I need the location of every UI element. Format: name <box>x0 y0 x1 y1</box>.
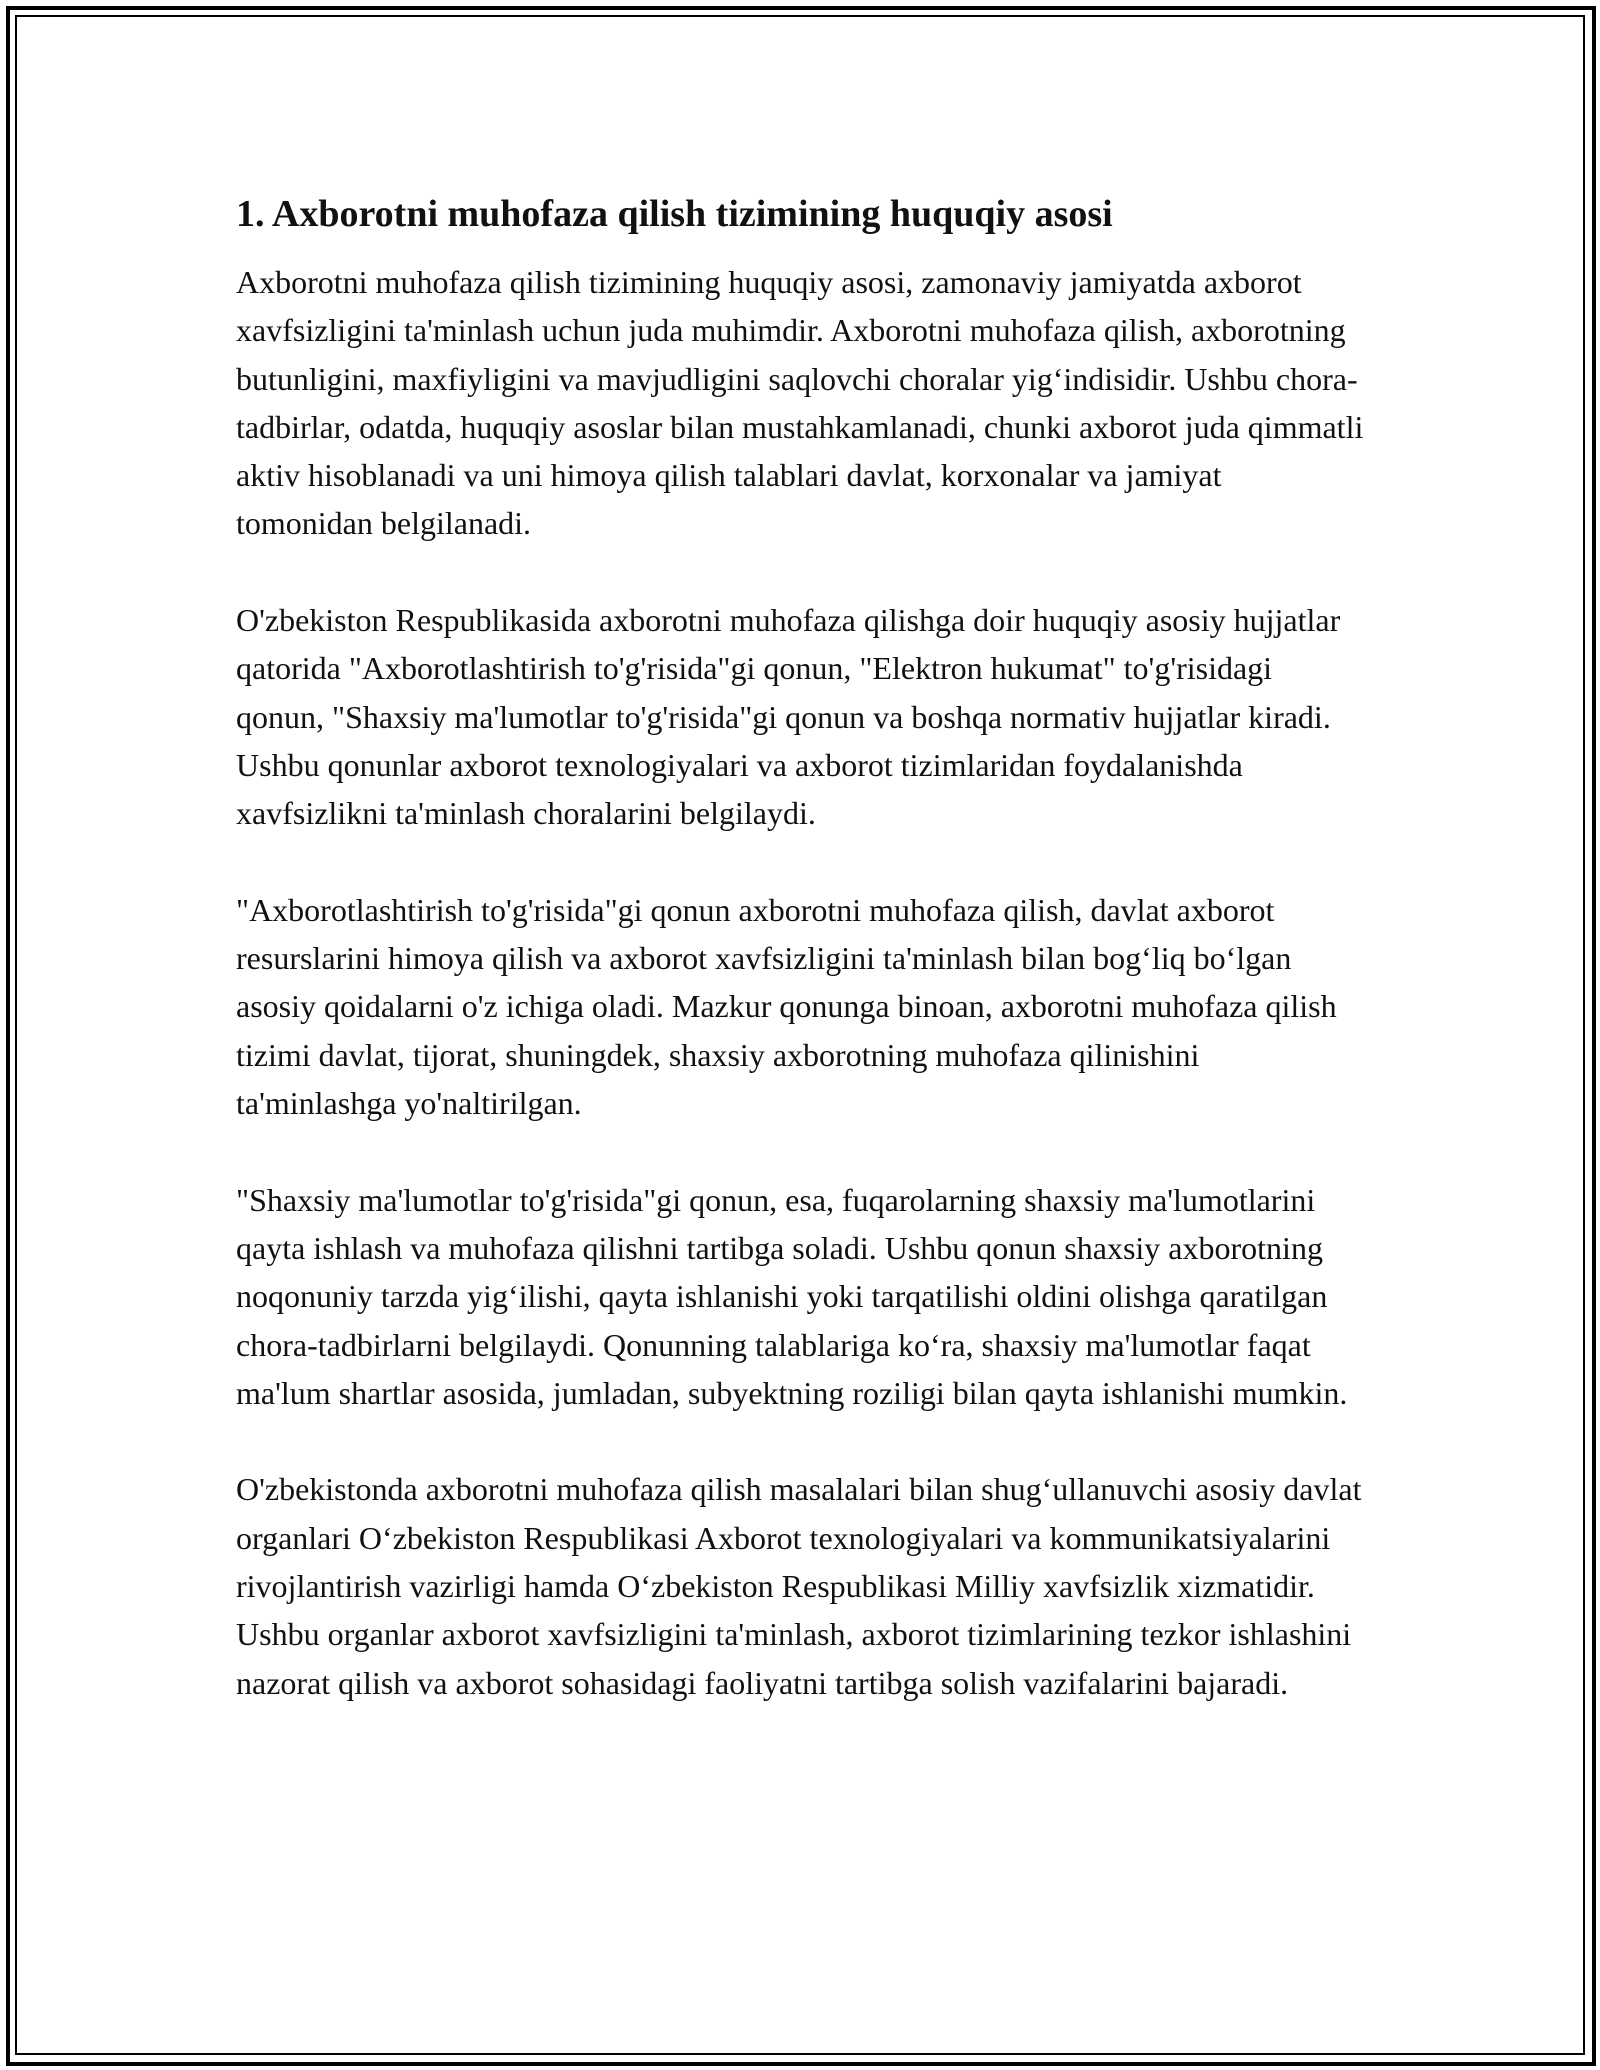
section-heading: 1. Axborotni muhofaza qilish tizimining huquqiy asosi <box>236 193 1113 235</box>
paragraph-5: O'zbekistonda axborotni muhofaza qilish masalalari bilan shug‘ullanuvchi asosiy davlat organlari O‘zbekiston Respublikasi Axborot texnologiyalari va kommunikatsiyalarini rivojlantirish vazirligi hamda O‘zbekiston Respublikasi Milliy xavfsizlik xizmatidir. Ushbu organlar axborot xavfsizligini ta'minlash, axborot tizimlarining tezkor ishlashini nazorat qilish va axborot sohasidagi faoliyatni tartibga solish vazifalarini bajaradi. <box>236 1471 1362 1701</box>
paragraph-4: "Shaxsiy ma'lumotlar to'g'risida"gi qonun, esa, fuqarolarning shaxsiy ma'lumotlarini qayta ishlash va muhofaza qilishni tartibga soladi. Ushbu qonun shaxsiy axborotning noqonuniy tarzda yig‘ilishi, qayta ishlanishi yoki tarqatilishi oldini olishga qaratilgan chora-tadbirlarni belgilaydi. Qonunning talablariga ko‘ra, shaxsiy ma'lumotlar faqat ma'lum shartlar asosida, jumladan, subyektning roziligi bilan qayta ishlanishi mumkin. <box>236 1181 1348 1411</box>
paragraph-3: "Axborotlashtirish to'g'risida"gi qonun axborotni muhofaza qilish, davlat axborot resurslarini himoya qilish va axborot xavfsizligini ta'minlash bilan bog‘liq bo‘lgan asosiy qoidalarni o'z ichiga oladi. Mazkur qonunga binoan, axborotni muhofaza qilish tizimi davlat, tijorat, shuningdek, shaxsiy axborotning muhofaza qilinishini ta'minlashga yo'naltirilgan. <box>236 891 1337 1122</box>
paragraph-1: Axborotni muhofaza qilish tizimining huquqiy asosi, zamonaviy jamiyatda axborot xavfsizligini ta'minlash uchun juda muhimdir. Axborotni muhofaza qilish, axborotning butunligini, maxfiyligini va mavjudligini saqlovchi choralar yig‘indisidir. Ushbu chora-tadbirlar, odatda, huquqiy asoslar bilan mustahkamlanadi, chunki axborot juda qimmatli aktiv hisoblanadi va uni himoya qilish talablari davlat, korxonalar va jamiyat tomonidan belgilanadi. <box>236 264 1364 542</box>
document-body <box>236 182 1366 1707</box>
paragraph-2: O'zbekiston Respublikasida axborotni muhofaza qilishga doir huquqiy asosiy hujjatlar qatorida "Axborotlashtirish to'g'risida"gi qonun, "Elektron hukumat" to'g'risidagi qonun, "Shaxsiy ma'lumotlar to'g'risida"gi qonun va boshqa normativ hujjatlar kiradi. Ushbu qonunlar axborot texnologiyalari va axborot tizimlaridan foydalanishda xavfsizlikni ta'minlash choralarini belgilaydi. <box>236 602 1341 832</box>
